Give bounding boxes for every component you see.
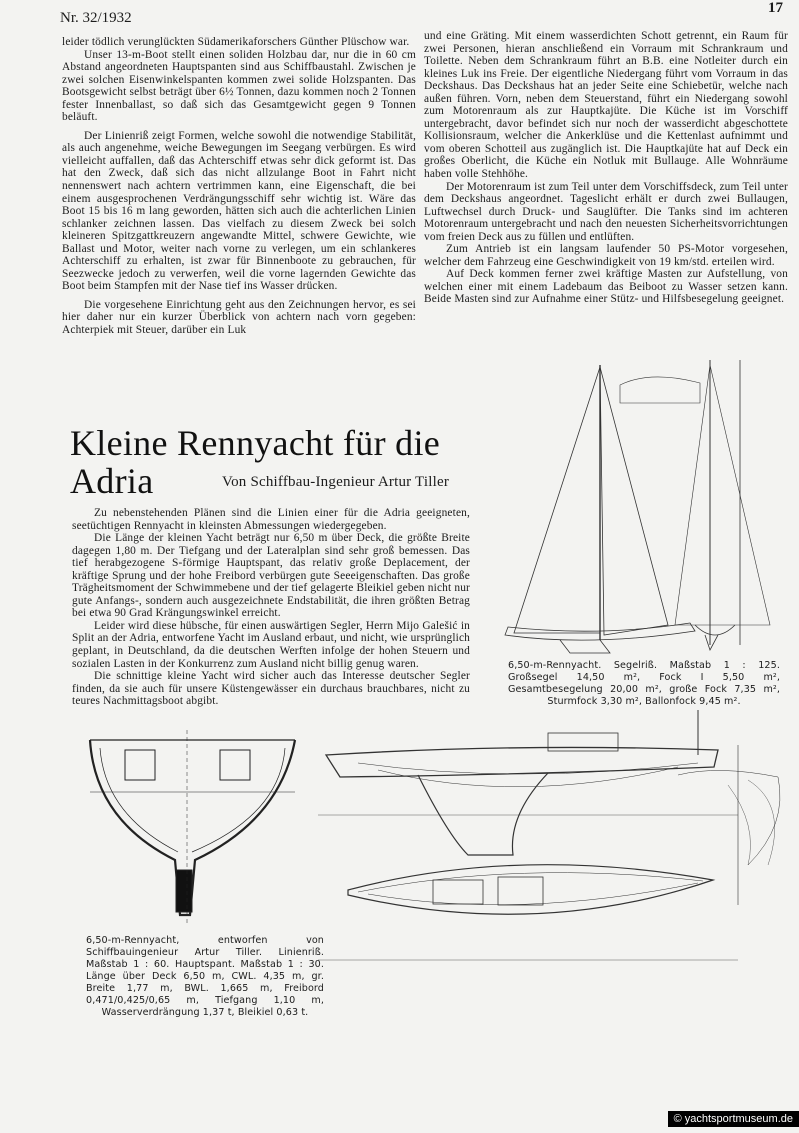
sail-plan-caption: 6,50-m-Rennyacht. Segelriß. Maßstab 1 : 125. Großsegel 14,50 m², Fock I 5,50 m², Gesamtbesegelung 20,00 m², große Fock 7,35 m², Sturmfock 3,30 m², Ballonfock 9,45 m². [508,660,780,707]
paragraph: Unser 13-m-Boot stellt einen soliden Holzbau dar, nur die in 60 cm Abstand angeordneten Hauptspanten sind aus Schiffbaustahl. Zwischen je zwei solchen Eisenwinkelspanten kommen zwei solide Holzspanten. Das Bootsgewicht selbst beträgt über 6½ Tonnen, dazu kommen noch 2 Tonnen fester Innenballast, so daß sich das Gesamtgewicht gegen 9 Tonnen beläuft. [62,48,416,124]
article-title-line2: Adria [70,461,154,501]
midship-section-drawing [80,730,330,930]
paragraph: Zum Antrieb ist ein langsam laufender 50 PS-Motor vorgesehen, welcher dem Fahrzeug eine Geschwindigkeit von 19 km/std. erteilen wird. [424,243,788,268]
lines-plan-caption: 6,50-m-Rennyacht, entworfen von Schiffbauingenieur Artur Tiller. Linienriß. Maßstab 1 : 60. Hauptspant. Maßstab 1 : 30. Länge über Deck 6,50 m, CWL. 4,35 m, gr. Breite 1,77 m, BWL. 1,665 m, Freibord 0,471/0,425/0,65 m, Tiefgang 1,10 m, Wasserverdrängung 1,37 t, Bleikiel 0,63 t. [86,935,324,1018]
paragraph: Die Länge der kleinen Yacht beträgt nur 6,50 m über Deck, die größte Breite dagegen 1,80 m. Der Tiefgang und der Lateralplan sind sehr groß bemessen. Das tief herabgezogene S-förmige Hauptspant, das relativ große Deplacement, der kräftige Sprung und der hohe Freibord verbürgen gute Seeeigenschaften. Das große Trägheitsmoment der Schwimmebene und der tief gelagerte Bleikiel geben nicht nur gute Anfangs-, sondern auch ausgezeichnete Endstabilität, die ihren größten Betrag bei etwa 90 Grad Krängungswinkel erreicht. [72,532,470,620]
paragraph: Leider wird diese hübsche, für einen auswärtigen Segler, Herrn Mijo Galešić in Split an der Adria, entworfene Yacht im Ausland erbaut, und nicht, wie ursprünglich geplant, in Deutschland, da die deutschen Werften infolge der hohen Steuern und sozialen Lasten in der Konkurrenz zum Ausland nicht billig genug waren. [72,619,470,670]
paragraph: Zu nebenstehenden Plänen sind die Linien einer für die Adria geeigneten, seetüchtigen Rennyacht in kleinsten Abmessungen wiedergegeben. [72,507,470,532]
paragraph: Die schnittige kleine Yacht wird sicher auch das Interesse deutscher Segler finden, da sie auch für unsere Küstengewässer ein durchaus brauchbares, nicht zu teures Nachmittagsboot abgibt. [72,670,470,708]
paragraph: Auf Deck kommen ferner zwei kräftige Masten zur Aufstellung, von welchen einer mit einem Ladebaum das Beiboot zu Wasser setzen kann. Beide Masten sind zur Aufnahme einer Stütz- und Hilfsbesegelung geeignet. [424,268,788,306]
left-column [62,36,416,337]
watermark: © yachtsportmuseum.de [668,1111,799,1127]
issue-number: Nr. 32/1932 [60,10,132,26]
article-title-line1: Kleine Rennyacht für die [70,423,441,463]
paragraph: und eine Gräting. Mit einem wasserdichten Schott getrennt, ein Raum für zwei Personen, hieran anschließend ein Vorraum mit Schrankraum und Toilette. Neben dem Schrankraum führt an B.B. eine Notleiter durch ein kleines Luk ins Freie. Der eigentliche Niedergang führt vom Vorraum in das Deckshaus. Das Deckshaus hat an jeder Seite eine Schiebetür, welche nach außen führen. Vorn, neben dem Steuerstand, führt ein Niedergang sowohl zum Motorenraum als zur Hauptkajüte. Die Küche ist im Vorschiff untergebracht, davor befindet sich nur noch der wasserdicht abgeschottete Kollisionsraum, welcher die Ankerklüse und die Kettenlast aufnimmt und vom oberen Schotteil aus zugänglich ist. Die Hauptkajüte hat auf Deck ein großes Oberlicht, die Küche ein Notluk mit Bullauge. Alle Wohnräume haben volle Stehhöhe. [424,30,788,181]
page-number: 17 [768,0,783,16]
lines-plan-drawing [318,705,799,1005]
paragraph: Der Linienriß zeigt Formen, welche sowohl die notwendige Stabilität, als auch angenehme, weiche Bewegungen im Seegang verbürgen. Es wird vielleicht auffallen, daß das Achterschiff etwas sehr dick geformt ist. Das hat den Zweck, daß sich das nicht allzulange Boot in Fahrt nicht nennenswert nach achtern vertrimmen kann, eine Eigenschaft, die bei einem ausgesprochenen Verdrängungsschiff sehr wichtig ist. Wäre das Boot 15 bis 16 m lang geworden, hätten sich auch die achterlichen Linien schlanker zeichnen lassen. Das vielfach zu diesem Zweck bei solch kleineren Spitzgattkreuzern angewandte Mittel, schwere Gewichte, wie Ballast und Motor, weiter nach vorne zu verlegen, um ein schlankeres Achterschiff zu erhalten, ist zwar für Binnenboote zu gebrauchen, für Seezwecke jedoch zu verwerfen, weil die vorne lagernden Gewichte das Boot beim Stampfen mit der Nase tief ins Wasser drücken. [62,129,416,293]
paragraph: leider tödlich verunglückten Südamerikaforschers Günther Plüschow war. [62,36,410,48]
byline: Von Schiffbau-Ingenieur Artur Tiller [222,474,450,490]
paragraph: Der Motorenraum ist zum Teil unter dem Vorschiffsdeck, zum Teil unter dem Deckshaus angeordnet. Tageslicht erhält er durch zwei Bullaugen, Luftwechsel durch Druck- und Sauglüfter. Die Tanks sind im achteren Motorenraum untergebracht und nach den neuesten Sicherheitsvorrichtungen vom freien Deck aus zu füllen und entlüften. [424,180,788,243]
right-column [424,30,788,306]
paragraph: Die vorgesehene Einrichtung geht aus den Zeichnungen hervor, es sei hier daher nur ein kurzer Überblick von achtern nach vorn gegeben: Achterpiek mit Steuer, darüber ein Luk [62,298,416,337]
sail-plan-drawing [500,355,799,655]
article-body [72,507,470,708]
